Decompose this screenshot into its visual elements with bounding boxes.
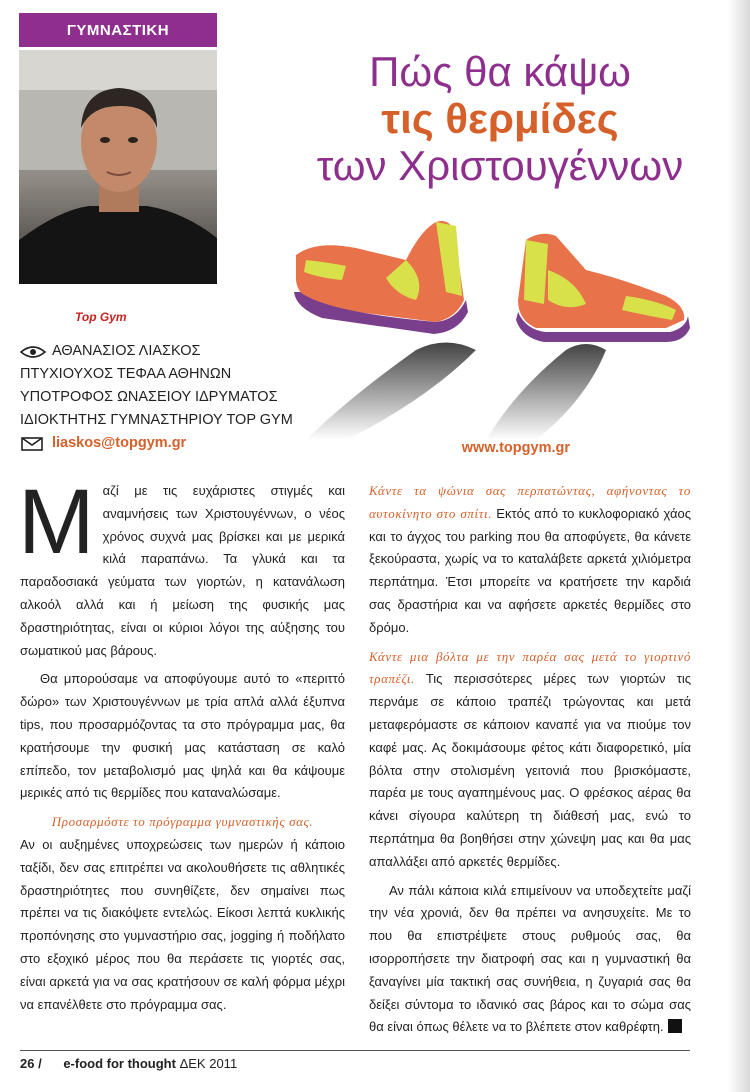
- shoe-icon: [286, 200, 706, 440]
- tip-3-heading: Κάντε μια βόλτα με την παρέα σας μετά το γιορτινό τραπέζι.: [369, 648, 691, 687]
- paragraph-2: [20, 668, 345, 805]
- author-info: [20, 340, 300, 455]
- paragraph-2-text: Θα μπορούσαμε να αποφύγουμε αυτό το «περιττό δώρο» των Χριστουγέννων με τρία απλά αλλά έξυπνα tips, που προσαρμόζοντας τα στο πρόγραμμα μας, θα κρατήσουμε την φυσική μας κατάσταση σε καλό επίπεδο, τον μεταβολισμό μας ψηλά και θα κάψουμε μερικές από τις θερμίδες που καταναλώσαμε.: [20, 671, 345, 801]
- author-scholarship: ΥΠΟΤΡΟΦΟΣ ΩΝΑΣΕΙΟΥ ΙΔΡΥΜΑΤΟΣ: [20, 389, 278, 405]
- article-title: [300, 48, 700, 189]
- tip-3: [369, 646, 691, 874]
- title-line-1: Πώς θα κάψω: [369, 48, 631, 95]
- eye-icon: [20, 345, 46, 359]
- intro-paragraph: [18, 471, 345, 662]
- section-tag: ΓΥΜΝΑΣΤΙΚΗ: [19, 13, 217, 47]
- page-footer: [20, 1056, 237, 1071]
- author-name: ΑΘΑΝΑΣΙΟΣ ΛΙΑΣΚΟΣ: [52, 343, 201, 359]
- author-degree: ΠΤΥΧΙΟΥΧΟΣ ΤΕΦΑΑ ΑΘΗΝΩΝ: [20, 366, 232, 382]
- tip-2-heading: Κάντε τα ψώνια σας περπατώντας, αφήνοντας το αυτοκίνητο στο σπίτι.: [369, 483, 691, 521]
- author-email-link[interactable]: liaskos@topgym.gr: [52, 435, 187, 451]
- tip-1-heading: Προσαρμόστε το πρόγραμμα γυμναστικής σας.: [51, 814, 314, 830]
- website-link[interactable]: www.topgym.gr: [461, 440, 570, 456]
- tip-2: [369, 480, 691, 640]
- shirt-logo-text: Top Gym: [75, 310, 127, 324]
- issue-date: ΔΕΚ 2011: [179, 1056, 238, 1071]
- author-photo: [19, 50, 217, 324]
- title-line-2: τις θερμίδες: [381, 95, 619, 143]
- final-paragraph: [369, 880, 691, 1040]
- page-number: 26 /: [20, 1056, 42, 1071]
- drop-cap: Μ: [18, 471, 95, 573]
- magazine-name: e-food for thought: [63, 1056, 176, 1071]
- article-column-2: [369, 480, 691, 1045]
- author-gym-owner: ΙΔΙΟΚΤΗΤΗΣ ΓΥΜΝΑΣΤΗΡΙΟΥ TOP GYM: [20, 412, 293, 428]
- footer-divider: [20, 1050, 690, 1051]
- tip-1-text: Αν οι αυξημένες υποχρεώσεις των ημερών ή κάποιο ταξίδι, δεν σας επιτρέπει να ακολουθήσετε τις αθλητικές δραστηριότητες που συνηθίζετε, δεν σημαίνει πως πρέπει να τις διακόψετε εντελώς. Είκοσι λεπτά κυκλικής προπόνησης στο γυμναστήριο σας, jogging ή ποδήλατο στο εξοχικό μέρος που θα περάσετε τις γιορτές σας, είναι αρκετά για να σας κρατήσουν σε καλή φόρμα μέχρι να επανέλθετε στο πρόγραμμα σας.: [20, 836, 345, 1012]
- end-mark: [668, 1019, 682, 1033]
- tip-2-text: Εκτός από το κυκλοφοριακό χάος και το άγχος του parking που θα αποφύγετε, θα κάνετε ξεκούραστα, χωρίς να το καταλάβετε αρκετά χιλιόμετρα περπάτημα. Έτσι μπορείτε να κρατήσετε την καρδιά σας δραστήρια και να αφήσετε αρκετές θερμίδες στο δρόμο.: [369, 505, 691, 635]
- intro-text: αζί με τις ευχάριστες στιγμές και αναμνήσεις των Χριστουγέννων, ο νέος χρόνος συχνά μας βρίσκει και με μερικά κιλά παραπάνω. Τα γλυκά και τα παραδοσιακά γεύματα των γιορτών, η κατανάλωση αλκοόλ αλλά και ή μείωση της φυσικής μας δραστηριότητας, είναι οι κύριοι λόγοι της αύξησης του σωματικού μας βάρους.: [20, 483, 345, 658]
- title-line-3: των Χριστουγέννων: [316, 142, 684, 190]
- article-column-1: [18, 471, 345, 1022]
- page-edge-shadow: [728, 0, 750, 1092]
- shoes-illustration: [286, 200, 706, 445]
- tip-1: [20, 811, 345, 1016]
- final-text: Αν πάλι κάποια κιλά επιμείνουν να υποδεχτείτε μαζί την νέα χρονιά, δεν θα πρέπει να ανησυχείτε. Με το που θα επιστρέψετε στους ρυθμούς σας, θα ισορροπήσετε την διατροφή σας και η γυμναστική θα ξαναγίνει μία τακτική σας συνήθεια, η ζυγαριά σας θα δείξει σύντομα το ιδανικό σας βάρος και το σώμα σας θα είναι όπως θέλετε να το βλέπετε στον καθρέφτη.: [369, 882, 691, 1035]
- envelope-icon: [20, 437, 46, 451]
- tip-3-text: Τις περισσότερες μέρες των γιορτών τις περνάμε σε κάποιο τραπέζι τρώγοντας και μετά μεταφερόμαστε σε κάποιον καναπέ για να πιούμε τον καφέ μας. Ας δοκιμάσουμε φέτος κάτι διαφορετικό, μία βόλτα στην στολισμένη γειτονιά που βρισκόμαστε, παρέα με τους αγαπημένους μας. Ο φρέσκος αέρας θα κάνει σίγουρα καλύτερη τη διάθεσή μας, ενώ το περπάτημα θα βοηθήσει στην χώνεψη μας και θα μας απαλλάξει από αρκετές θερμίδες.: [369, 671, 691, 869]
